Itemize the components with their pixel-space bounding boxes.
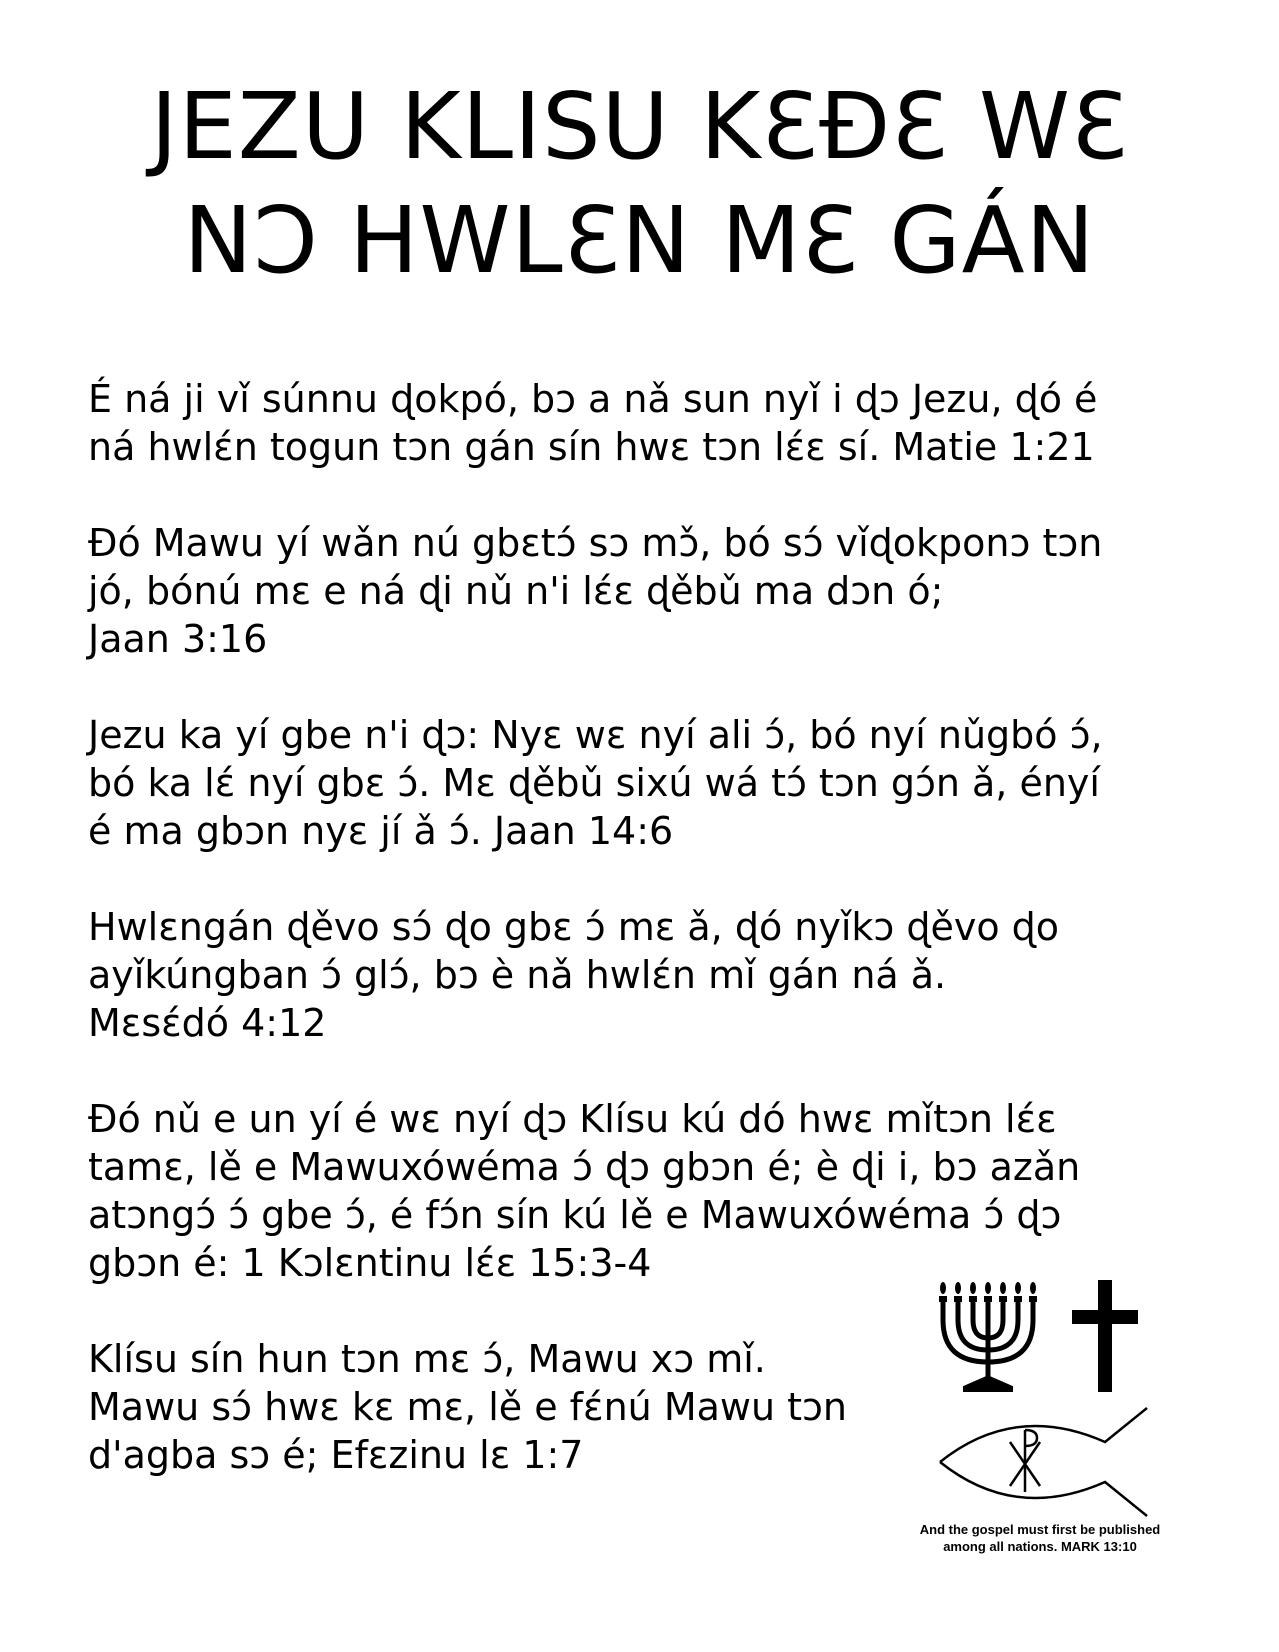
menorah-icon <box>939 1282 1037 1392</box>
verse-line: atɔngɔ́ ɔ́ gbe ɔ́, é fɔ́n sín kú lě e Mawuxówéma ɔ́ ɖɔ <box>88 1193 1062 1237</box>
verse-line: Hwlɛngán ɖěvo sɔ́ ɖo gbɛ ɔ́ mɛ ǎ, ɖó nyǐkɔ ɖěvo ɖo <box>88 905 1060 949</box>
verse-paragraph-jaan-14 <box>88 711 1198 855</box>
verse-line: tamɛ, lě e Mawuxówéma ɔ́ ɖɔ gbɔn é; è ɖi i, bɔ azǎn <box>88 1145 1081 1189</box>
verse-paragraph-jaan-3 <box>88 519 1198 663</box>
verse-paragraph-efezinu <box>88 1335 888 1479</box>
verse-line: Jezu ka yí gbe n'i ɖɔ: Nyɛ wɛ nyí ali ɔ́, bó nyí nǔgbó ɔ́, <box>88 713 1103 757</box>
verse-line: é ma gbɔn nyɛ jí ǎ ɔ́. Jaan 14:6 <box>88 809 674 853</box>
footer-line: And the gospel must first be published <box>919 1522 1161 1537</box>
verse-line: Đó nǔ e un yí é wɛ nyí ɖɔ Klísu kú dó hwɛ mǐtɔn lɛ́ɛ <box>88 1097 1057 1141</box>
verse-line: Đó Mawu yí wǎn nú gbɛtɔ́ sɔ mɔ̌, bó sɔ́ vǐɖokponɔ tɔn <box>88 521 1103 565</box>
footer-quote <box>900 1521 1180 1555</box>
verse-line: Jaan 3:16 <box>88 617 268 661</box>
verse-line: bó ka lɛ́ nyí gbɛ ɔ́. Mɛ ɖěbǔ sixú wá tɔ́ tɔn gɔ́n ǎ, ényí <box>88 761 1100 805</box>
verse-line: É ná ji vǐ súnnu ɖokpó, bɔ a nǎ sun nyǐ i ɖɔ Jezu, ɖó é <box>88 377 1098 421</box>
verse-line: Mawu sɔ́ hwɛ kɛ mɛ, lě e fɛ́nú Mawu tɔn <box>88 1385 847 1429</box>
title-line-2: NƆ HWLƐN MƐ GÁN <box>183 187 1096 294</box>
verse-line: Klísu sín hun tɔn mɛ ɔ́, Mawu xɔ mǐ. <box>88 1337 766 1381</box>
footer-line: among all nations. MARK 13:10 <box>943 1539 1137 1554</box>
verse-line: gbɔn é: 1 Kɔlɛntinu lɛ́ɛ 15:3-4 <box>88 1241 652 1285</box>
page-title <box>0 70 1279 298</box>
verse-paragraph-mesedo <box>88 903 1198 1047</box>
verse-line: ná hwlɛ́n togun tɔn gán sín hwɛ tɔn lɛ́ɛ sí. Matie 1:21 <box>88 425 1095 469</box>
verse-line: ayǐkúngban ɔ́ glɔ́, bɔ è nǎ hwlɛ́n mǐ gán ná ǎ. <box>88 953 947 997</box>
cross-icon <box>1072 1280 1138 1392</box>
verse-line: jó, bónú mɛ e ná ɖi nǔ n'i lɛ́ɛ ɖěbǔ ma dɔn ó; <box>88 569 944 613</box>
religious-symbols <box>935 1280 1185 1520</box>
verse-paragraph-matie <box>88 375 1198 471</box>
verse-line: d'agba sɔ é; Efɛzinu lɛ 1:7 <box>88 1433 584 1477</box>
ichthys-chi-rho-icon <box>940 1408 1147 1516</box>
verse-line: Mɛsɛ́dó 4:12 <box>88 1001 327 1045</box>
verse-paragraph-kolentinu <box>88 1095 1198 1287</box>
title-line-1: JEZU KLISU KƐĐƐ WƐ <box>150 73 1129 180</box>
